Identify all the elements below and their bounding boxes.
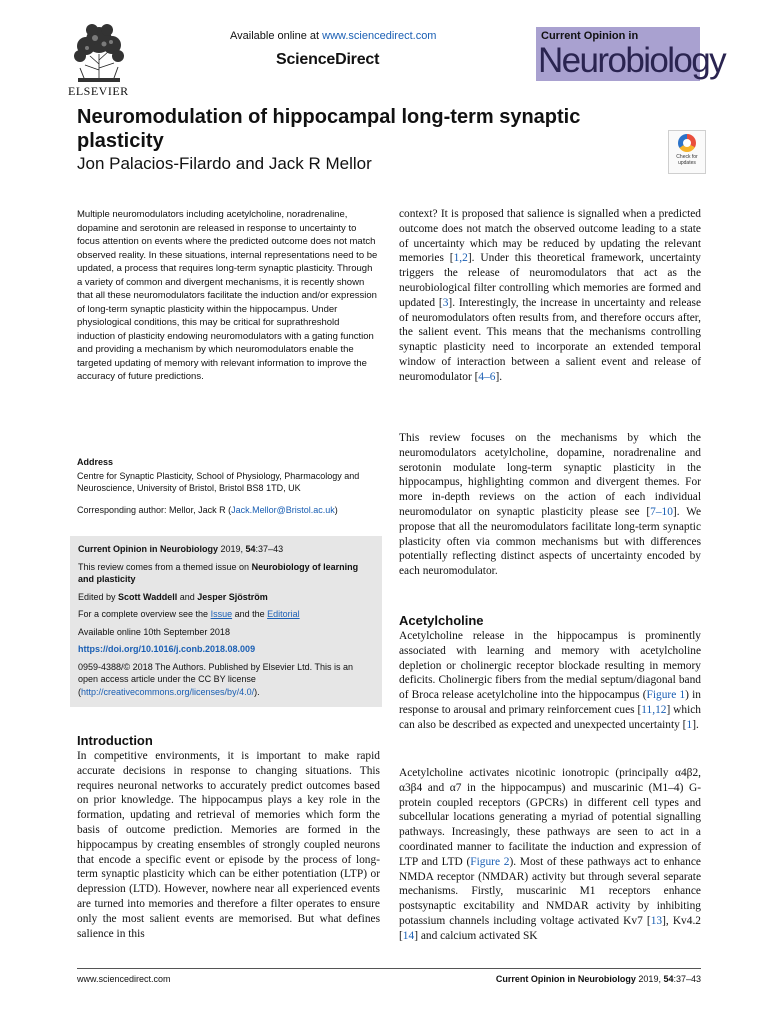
address-heading: Address <box>77 457 114 467</box>
sciencedirect-link[interactable]: www.sciencedirect.com <box>322 30 437 42</box>
license-line: 0959-4388/© 2018 The Authors. Published by Elsevier Ltd. This is an open access article under the CC BY license (http://creativecommons.org/licenses/by/4.0/). <box>78 661 353 697</box>
license-link[interactable]: http://creativecommons.org/licenses/by/4.0/ <box>81 686 255 697</box>
footer-citation: Current Opinion in Neurobiology 2019, 54:37–43 <box>495 974 701 984</box>
figure-link[interactable]: Figure 2 <box>470 855 510 868</box>
citation-link[interactable]: 11,12 <box>641 703 667 716</box>
footer-website[interactable]: www.sciencedirect.com <box>77 974 171 984</box>
citation-link[interactable]: 7–10 <box>650 505 673 518</box>
corresponding-author: Corresponding author: Mellor, Jack R (Jack.Mellor@Bristol.ac.uk) <box>77 504 338 515</box>
article-info-box <box>70 536 382 707</box>
citation-line: Current Opinion in Neurobiology 2019, 54:37–43 <box>78 544 284 554</box>
issue-link[interactable]: Issue <box>210 609 233 619</box>
body-paragraph: Acetylcholine activates nicotinic ionotropic (principally α4β2, α3β4 and α7 in the hippocampus) and muscarinic (M1–4) G-protein coupled receptors (GPCRs) in different cell types and subcellular locations generating a myriad of potential signalling pathways. Increasingly, these pathways are seen to act in a coordinated manner to facilitate the induction and expression of LTP and LTD (Figure 2). Most of these pathways act to enhance NMDA receptor (NMDAR) activity but through several separate mechanisms. Firstly, muscarinic M1 receptors enhance postsynaptic excitability and NMDAR activity by inhibiting potassium channels including voltage activated Kv7 [13], Kv4.2 [14] and calcium activated SK <box>399 767 701 942</box>
figure-link[interactable]: Figure 1 <box>646 689 686 702</box>
acetylcholine-heading: Acetylcholine <box>399 613 484 628</box>
available-online-date: Available online 10th September 2018 <box>78 626 230 637</box>
citation-link[interactable]: 3 <box>442 296 449 309</box>
citation-link[interactable]: 13 <box>650 914 663 927</box>
citation-link[interactable]: 1,2 <box>453 252 468 265</box>
journal-badge <box>536 27 726 81</box>
themed-issue-line: This review comes from a themed issue on Neurobiology of learning and plasticity <box>78 561 359 584</box>
footer-divider <box>77 968 701 969</box>
body-paragraph: context? It is proposed that salience is signalled when a predicted outcome does not match the observed outcome leading to a state of uncertainty which may be reduced by updating the relevant memories [1,2]. Under this theoretical framework, uncertainty triggers the release of neuromodulators that act as the neurobiological filter controlling which memories are formed and updated [3]. Interestingly, the increase in uncertainty and release of neuromodulators often results from, and therefore occurs after, the salient event. This means that the mechanisms controlling synaptic plasticity need to incorporate an extended temporal window of interaction between a salient event and release of neuromodulator [4–6]. <box>399 208 701 383</box>
author-email-link[interactable]: Jack.Mellor@Bristol.ac.uk <box>231 504 335 515</box>
citation-link[interactable]: 14 <box>402 929 415 942</box>
sciencedirect-brand: ScienceDirect <box>276 51 380 68</box>
introduction-paragraph: In competitive environments, it is important to make rapid accurate decisions in response to changing situations. This requires neuronal networks to accurately predict outcomes based on prior knowledge. The hippocampus plays a key role in the formation, updating and retrieval of memories which form the basis of outcome prediction. Memories are formed in the hippocampus by creating ensembles of strongly coupled neurons that encode a specific event or episode by the process of long-term synaptic plasticity which can be either potentiation (LTP) or depression (LTD). However, nowhere near all experienced events are turned into memories and therefore a filter operates to ensure only the most salient events are memorised. But what defines salience in this <box>77 750 380 940</box>
journal-badge-line1: Current Opinion in <box>541 30 639 42</box>
available-prefix: Available online at <box>230 30 323 42</box>
article-title: Neuromodulation of hippocampal long-term synaptic plasticity <box>77 106 581 152</box>
body-paragraph: This review focuses on the mechanisms by which the neuromodulators acetylcholine, dopamine, noradrenaline and serotonin modulate long-term synaptic plasticity in the hippocampus, highlighting common and divergent themes. For more in-depth reviews on the action of each individual neuromodulator on synaptic plasticity please see [7–10]. We propose that all the neuromodulators facilitate long-term synaptic plasticity often via common mechanisms but with differences potentially reflecting distinct aspects of uncertainty encoded by each neuromodulator. <box>399 432 701 578</box>
article-authors: Jon Palacios-Filardo and Jack R Mellor <box>77 154 372 173</box>
doi-link[interactable]: https://doi.org/10.1016/j.conb.2018.08.009 <box>78 644 256 654</box>
abstract: Multiple neuromodulators including acetylcholine, noradrenaline, dopamine and serotonin are released in response to uncertainty to focus attention on events where the predicted outcome does not match observed reality. In these situations, internal representations need to be updated, a process that requires long-term synaptic plasticity. Through a variety of common and divergent mechanisms, it is recently shown that all these neuromodulators facilitate the induction and/or expression of long-term synaptic plasticity within the hippocampus. Under physiological conditions, this may be critical for suprathreshold induction of plasticity endowing neuromodulators with a gating function and providing a mechanism by which neuromodulators enable the targeted updating of memory with relevant information to improve the accuracy of future predictions. <box>77 209 378 382</box>
editorial-link[interactable]: Editorial <box>267 609 300 619</box>
available-online-line <box>230 30 436 42</box>
journal-badge-line2: Neurobiology <box>538 41 726 80</box>
check-updates-label: Check for updates <box>676 154 698 166</box>
editors-line: Edited by Scott Waddell and Jesper Sjöström <box>78 591 268 602</box>
overview-line: For a complete overview see the Issue and the Editorial <box>78 609 300 619</box>
address-text: Centre for Synaptic Plasticity, School of Physiology, Pharmacology and Neuroscience, University of Bristol, Bristol BS8 1TD, UK <box>77 470 360 493</box>
citation-link[interactable]: 4–6 <box>478 370 496 383</box>
address-block <box>77 456 380 516</box>
citation-link[interactable]: 1 <box>686 718 693 731</box>
crossmark-icon <box>678 134 696 152</box>
check-for-updates-button[interactable] <box>668 130 706 174</box>
body-paragraph: Acetylcholine release in the hippocampus is prominently associated with learning and memory with acetylcholine depletion or cholinergic receptor blockade resulting in memory deficits. Cholinergic fibers from the medial septum/diagonal band of Broca release acetylcholine into the hippocampus (Figure 1) in response to arousal and primary reinforcement cues [11,12] which can also be described as expected and unexpected uncertainty [1]. <box>399 630 701 731</box>
publisher-name: ELSEVIER <box>68 84 129 98</box>
introduction-heading: Introduction <box>77 733 153 748</box>
